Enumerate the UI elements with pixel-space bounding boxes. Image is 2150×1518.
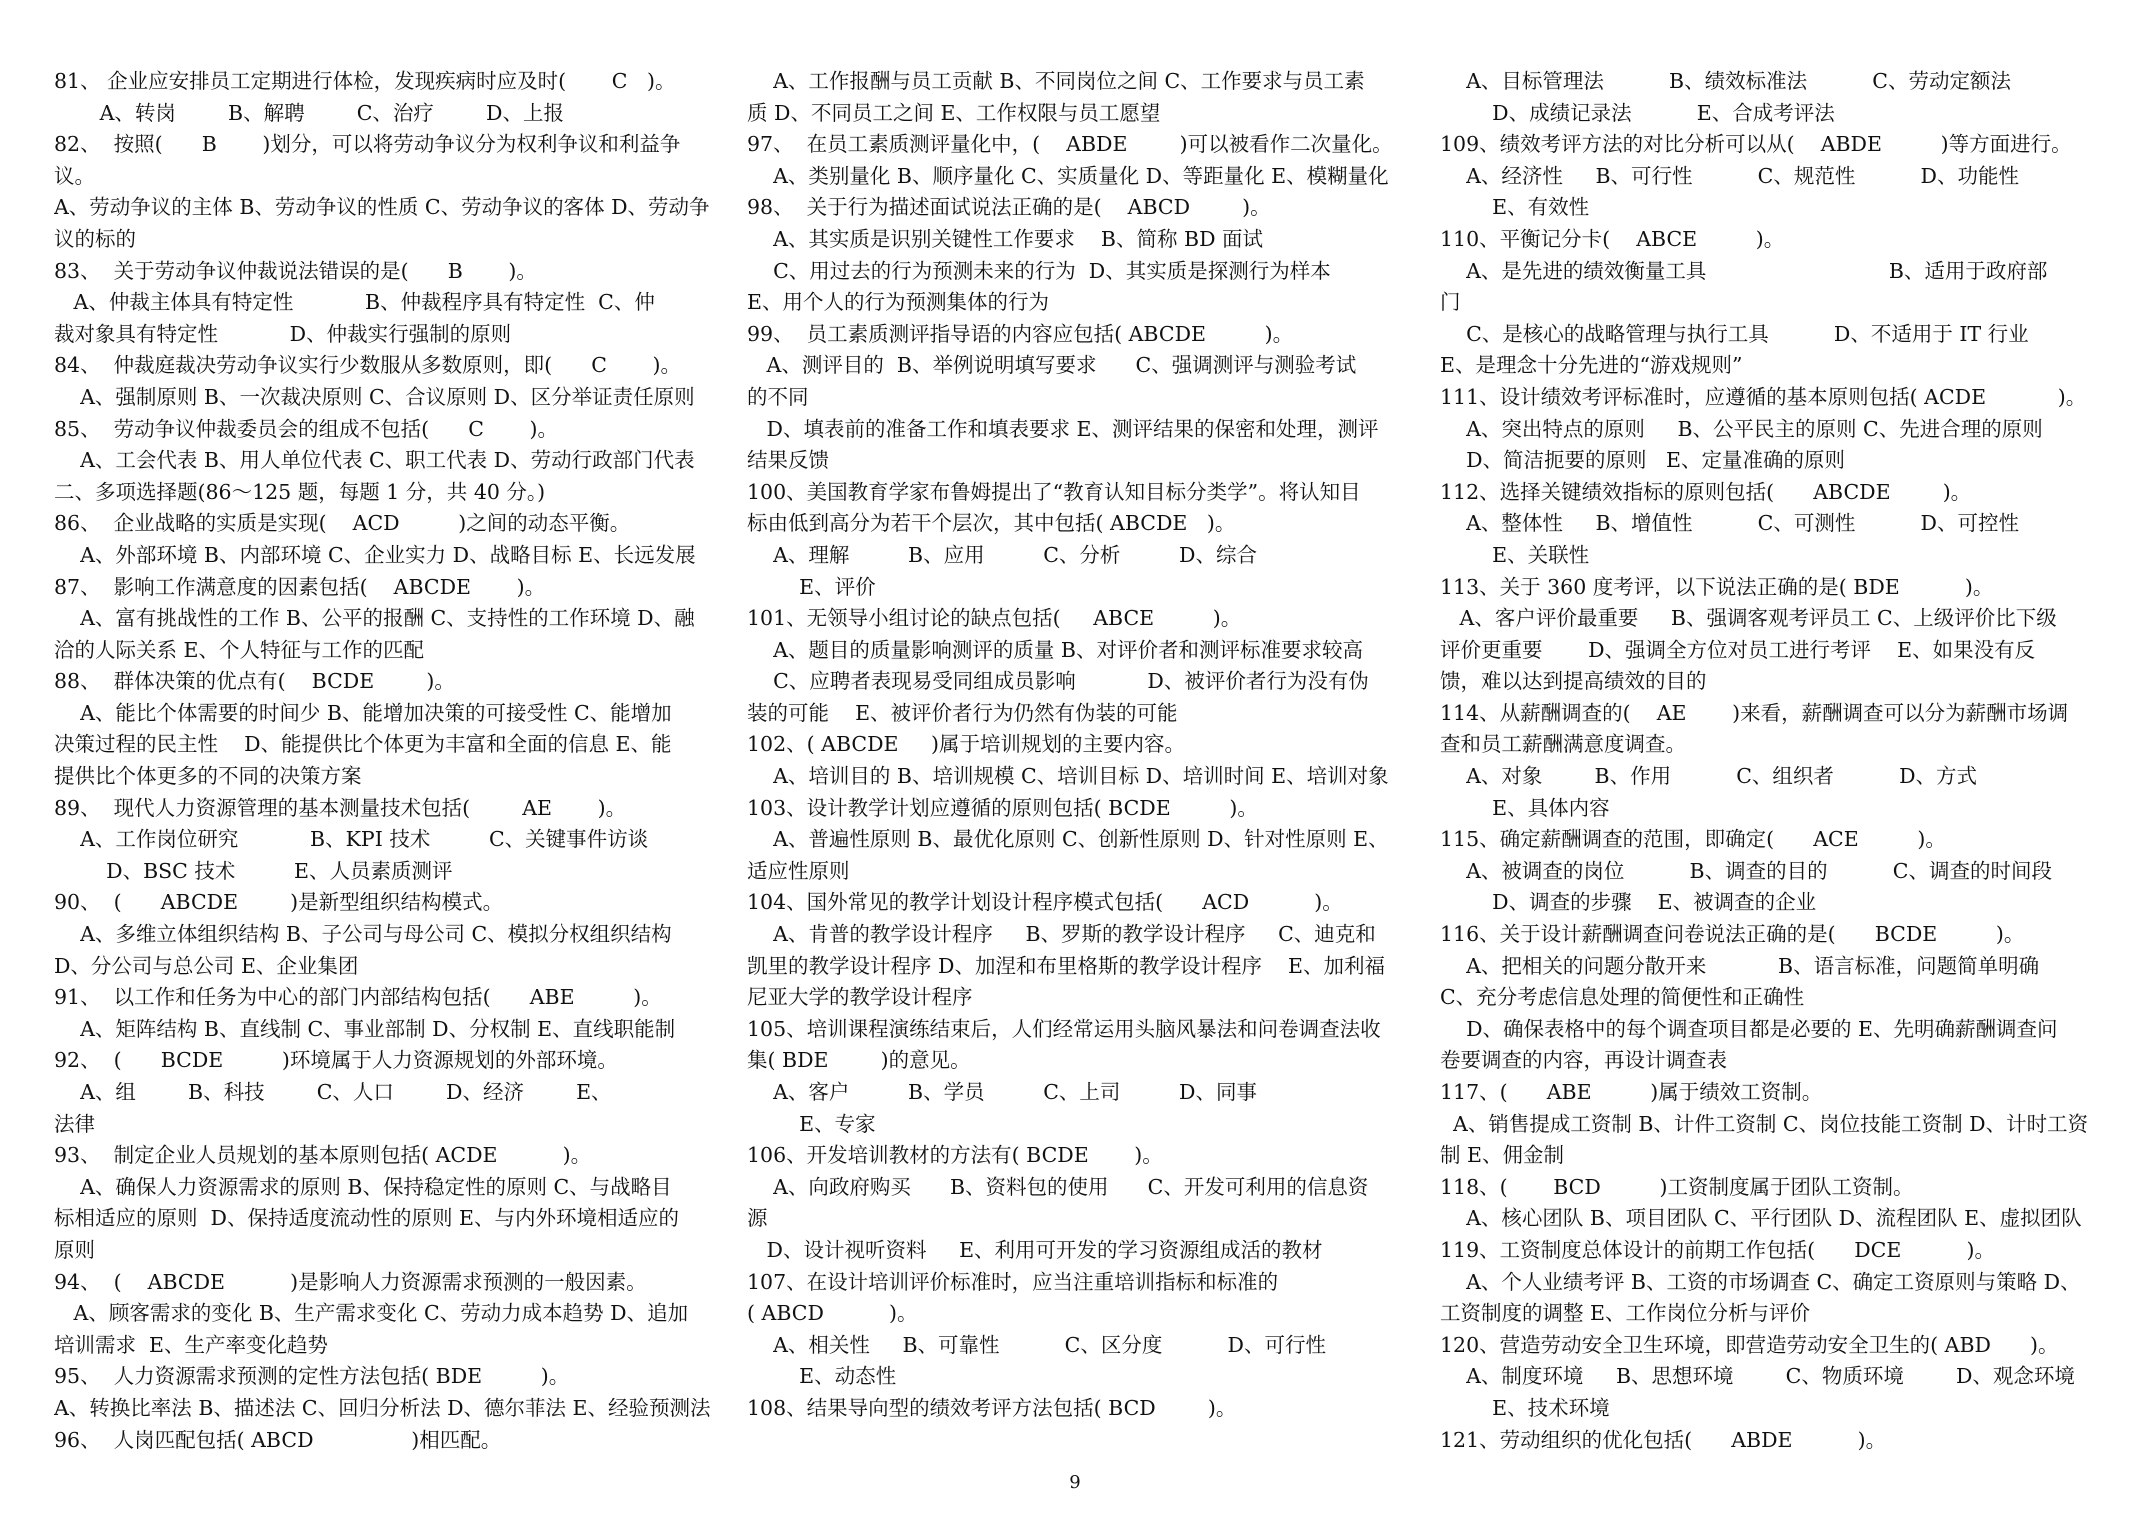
text-line: 102、( ABCDE )属于培训规划的主要内容。 — [747, 732, 1186, 757]
text-line: E、是理念十分先进的“游戏规则” — [1440, 353, 1743, 378]
text-line: A、普遍性原则 B、最优化原则 C、创新性原则 D、针对性原则 E、 — [747, 827, 1389, 852]
text-line: 原则 — [54, 1237, 95, 1262]
text-line: 110、平衡记分卡( ABCE )。 — [1440, 226, 1785, 251]
text-line: 适应性原则 — [747, 858, 850, 883]
text-line: E、评价 — [747, 574, 876, 599]
text-line: E、动态性 — [747, 1364, 897, 1389]
text-line: A、多维立体组织结构 B、子公司与母公司 C、模拟分权组织结构 — [54, 922, 672, 947]
text-line: 洽的人际关系 E、个人特征与工作的匹配 — [54, 637, 424, 662]
text-column-1 — [54, 66, 744, 1456]
text-line: 111、设计绩效考评标准时，应遵循的基本原则包括( ACDE )。 — [1440, 384, 2087, 409]
text-line: D、调查的步骤 E、被调查的企业 — [1440, 890, 1817, 915]
text-line: 113、关于 360 度考评，以下说法正确的是( BDE )。 — [1440, 574, 1994, 599]
text-line: 106、开发培训教材的方法有( BCDE )。 — [747, 1143, 1163, 1168]
text-line: 98、 关于行为描述面试说法正确的是( ABCD )。 — [747, 195, 1271, 220]
text-line: 凯里的教学设计程序 D、加涅和布里格斯的教学设计程序 E、加利福 — [747, 953, 1385, 978]
text-line: A、培训目的 B、培训规模 C、培训目标 D、培训时间 E、培训对象 — [747, 764, 1389, 789]
text-line: 112、选择关键绩效指标的原则包括( ABCDE )。 — [1440, 479, 1972, 504]
text-line: 标相适应的原则 D、保持适度流动性的原则 E、与内外环境相适应的 — [54, 1206, 679, 1231]
text-line: 质 D、不同员工之间 E、工作权限与员工愿望 — [747, 100, 1161, 125]
text-line: A、经济性 B、可行性 C、规范性 D、功能性 — [1440, 163, 2019, 188]
text-line: 尼亚大学的教学设计程序 — [747, 985, 973, 1010]
text-line: A、对象 B、作用 C、组织者 D、方式 — [1440, 764, 1978, 789]
text-line: 工资制度的调整 E、工作岗位分析与评价 — [1440, 1301, 1810, 1326]
text-line: 查和员工薪酬满意度调查。 — [1440, 732, 1686, 757]
text-line: 裁对象具有特定性 D、仲裁实行强制的原则 — [54, 321, 512, 346]
text-line: 99、 员工素质测评指导语的内容应包括( ABCDE )。 — [747, 321, 1294, 346]
text-line: 82、 按照( B )划分，可以将劳动争议分为权利争议和利益争 — [54, 132, 681, 157]
text-line: 96、 人岗匹配包括( ABCD )相匹配。 — [54, 1427, 502, 1452]
text-line: 107、在设计培训评价标准时，应当注重培训指标和标准的 — [747, 1269, 1279, 1294]
text-line: A、工会代表 B、用人单位代表 C、职工代表 D、劳动行政部门代表 — [54, 448, 695, 473]
text-line: A、外部环境 B、内部环境 C、企业实力 D、战略目标 E、长远发展 — [54, 542, 696, 567]
text-line: E、关联性 — [1440, 542, 1590, 567]
text-line: A、确保人力资源需求的原则 B、保持稳定性的原则 C、与战略目 — [54, 1174, 672, 1199]
text-line: 馈，难以达到提高绩效的目的 — [1440, 669, 1707, 694]
text-line: A、转换比率法 B、描述法 C、回归分析法 D、德尔菲法 E、经验预测法 — [54, 1395, 711, 1420]
text-line: 97、 在员工素质测评量化中，( ABDE )可以被看作二次量化。 — [747, 132, 1393, 157]
text-line: 集( BDE )的意见。 — [747, 1048, 971, 1073]
text-line: A、是先进的绩效衡量工具 B、适用于政府部 — [1440, 258, 2048, 283]
text-column-3 — [1440, 66, 2130, 1456]
text-line: 提供比个体更多的不同的决策方案 — [54, 764, 362, 789]
text-line: 93、 制定企业人员规划的基本原则包括( ACDE )。 — [54, 1143, 592, 1168]
text-line: 门 — [1440, 290, 1461, 315]
text-line: 92、 ( BCDE )环境属于人力资源规划的外部环境。 — [54, 1048, 618, 1073]
text-line: A、理解 B、应用 C、分析 D、综合 — [747, 542, 1257, 567]
text-line: 108、结果导向型的绩效考评方法包括( BCD )。 — [747, 1395, 1237, 1420]
text-line: A、肯普的教学设计程序 B、罗斯的教学设计程序 C、迪克和 — [747, 922, 1376, 947]
text-line: C、是核心的战略管理与执行工具 D、不适用于 IT 行业 — [1440, 321, 2029, 346]
text-line: E、具体内容 — [1440, 795, 1610, 820]
text-line: A、组 B、科技 C、人口 D、经济 E、 — [54, 1080, 612, 1104]
text-line: A、销售提成工资制 B、计件工资制 C、岗位技能工资制 D、计时工资 — [1440, 1111, 2089, 1136]
text-line: 116、关于设计薪酬调查问卷说法正确的是( BCDE )。 — [1440, 922, 2025, 947]
text-line: 85、 劳动争议仲裁委员会的组成不包括( C )。 — [54, 416, 559, 441]
text-line: C、充分考虑信息处理的简便性和正确性 — [1440, 985, 1805, 1010]
text-line: 源 — [747, 1206, 768, 1231]
text-line: A、仲裁主体具有特定性 B、仲裁程序具有特定性 C、仲 — [54, 290, 655, 315]
text-line: 104、国外常见的教学计划设计程序模式包括( ACD )。 — [747, 890, 1343, 915]
text-line: A、类别量化 B、顺序量化 C、实质量化 D、等距量化 E、模糊量化 — [747, 163, 1389, 188]
text-line: 90、 ( ABCDE )是新型组织结构模式。 — [54, 890, 504, 915]
text-line: 109、绩效考评方法的对比分析可以从( ABDE )等方面进行。 — [1440, 132, 2072, 157]
text-line: A、富有挑战性的工作 B、公平的报酬 C、支持性的工作环境 D、融 — [54, 606, 695, 631]
text-line: 89、 现代人力资源管理的基本测量技术包括( AE )。 — [54, 795, 627, 820]
text-line: A、把相关的问题分散开来 B、语言标准，问题简单明确 — [1440, 953, 2040, 978]
text-line: D、填表前的准备工作和填表要求 E、测评结果的保密和处理，测评 — [747, 416, 1379, 441]
text-line: A、目标管理法 B、绩效标准法 C、劳动定额法 — [1440, 69, 2011, 93]
text-column-2 — [747, 66, 1437, 1425]
text-line: A、工作岗位研究 B、KPI 技术 C、关键事件访谈 — [54, 827, 649, 852]
text-line: A、矩阵结构 B、直线制 C、事业部制 D、分权制 E、直线职能制 — [54, 1016, 676, 1041]
text-line: A、客户 B、学员 C、上司 D、同事 — [747, 1080, 1257, 1104]
text-line: A、能比个体需要的时间少 B、能增加决策的可接受性 C、能增加 — [54, 700, 672, 725]
text-line: 的不同 — [747, 384, 809, 409]
text-line: 培训需求 E、生产率变化趋势 — [54, 1332, 328, 1357]
text-line: 119、工资制度总体设计的前期工作包括( DCE )。 — [1440, 1237, 1995, 1262]
text-line: 议。 — [54, 163, 95, 188]
text-line: E、技术环境 — [1440, 1395, 1610, 1420]
text-line: 86、 企业战略的实质是实现( ACD )之间的动态平衡。 — [54, 511, 631, 536]
text-line: D、成绩记录法 E、合成考评法 — [1440, 100, 1835, 125]
text-line: 114、从薪酬调查的( AE )来看，薪酬调查可以分为薪酬市场调 — [1440, 700, 2069, 725]
text-line: A、强制原则 B、一次裁决原则 C、合议原则 D、区分举证责任原则 — [54, 384, 695, 409]
text-line: A、突出特点的原则 B、公平民主的原则 C、先进合理的原则 — [1440, 416, 2043, 441]
text-line: A、劳动争议的主体 B、劳动争议的性质 C、劳动争议的客体 D、劳动争 — [54, 195, 710, 220]
text-line: 决策过程的民主性 D、能提供比个体更为丰富和全面的信息 E、能 — [54, 732, 672, 757]
text-line: E、有效性 — [1440, 195, 1590, 220]
text-line: 议的标的 — [54, 226, 136, 251]
text-line: A、核心团队 B、项目团队 C、平行团队 D、流程团队 E、虚拟团队 — [1440, 1206, 2082, 1231]
text-line: 117、( ABE )属于绩效工资制。 — [1440, 1080, 1823, 1104]
text-line: C、应聘者表现易受同组成员影响 D、被评价者行为没有伪 — [747, 669, 1369, 694]
text-line: D、BSC 技术 E、人员素质测评 — [54, 858, 453, 883]
text-line: A、整体性 B、增值性 C、可测性 D、可控性 — [1440, 511, 2019, 536]
text-line: 法律 — [54, 1111, 95, 1136]
text-line: E、专家 — [747, 1111, 876, 1136]
text-line: 120、营造劳动安全卫生环境，即营造劳动安全卫生的( ABD )。 — [1440, 1332, 2059, 1357]
text-line: A、个人业绩考评 B、工资的市场调查 C、确定工资原则与策略 D、 — [1440, 1269, 2081, 1294]
text-line: C、用过去的行为预测未来的行为 D、其实质是探测行为样本 — [747, 258, 1331, 283]
text-line: 95、 人力资源需求预测的定性方法包括( BDE )。 — [54, 1364, 570, 1389]
text-line: 83、 关于劳动争议仲裁说法错误的是( B )。 — [54, 258, 537, 283]
text-line: 87、 影响工作满意度的因素包括( ABCDE )。 — [54, 574, 546, 599]
text-line: 装的可能 E、被评价者行为仍然有伪装的可能 — [747, 700, 1178, 725]
text-line: 105、培训课程演练结束后，人们经常运用头脑风暴法和问卷调查法收 — [747, 1016, 1381, 1041]
text-line: A、测评目的 B、举例说明填写要求 C、强调测评与测验考试 — [747, 353, 1357, 378]
text-line: A、工作报酬与员工贡献 B、不同岗位之间 C、工作要求与员工素 — [747, 69, 1365, 93]
text-line: 101、无领导小组讨论的缺点包括( ABCE )。 — [747, 606, 1242, 631]
text-line: 103、设计教学计划应遵循的原则包括( BCDE )。 — [747, 795, 1258, 820]
text-line: D、简洁扼要的原则 E、定量准确的原则 — [1440, 448, 1846, 473]
text-line: A、制度环境 B、思想环境 C、物质环境 D、观念环境 — [1440, 1364, 2075, 1389]
text-line: 81、 企业应安排员工定期进行体检，发现疾病时应及时( C )。 — [54, 69, 676, 93]
text-line: 91、 以工作和任务为中心的部门内部结构包括( ABE )。 — [54, 985, 662, 1010]
text-line: 标由低到高分为若干个层次，其中包括( ABCDE )。 — [747, 511, 1236, 536]
text-line: D、设计视听资料 E、利用可开发的学习资源组成活的教材 — [747, 1237, 1323, 1262]
text-line: A、被调查的岗位 B、调查的目的 C、调查的时间段 — [1440, 858, 2052, 883]
page-number: 9 — [1069, 1472, 1081, 1493]
text-line: A、其实质是识别关键性工作要求 B、简称 BD 面试 — [747, 226, 1264, 251]
text-line: D、分公司与总公司 E、企业集团 — [54, 953, 359, 978]
text-line: 84、 仲裁庭裁决劳动争议实行少数服从多数原则，即( C )。 — [54, 353, 682, 378]
text-line: 制 E、佣金制 — [1440, 1143, 1564, 1168]
text-line: 94、 ( ABCDE )是影响人力资源需求预测的一般因素。 — [54, 1269, 647, 1294]
text-line: A、向政府购买 B、资料包的使用 C、开发可利用的信息资 — [747, 1174, 1369, 1199]
text-line: A、顾客需求的变化 B、生产需求变化 C、劳动力成本趋势 D、追加 — [54, 1301, 689, 1326]
text-line: A、转岗 B、解聘 C、治疗 D、上报 — [54, 100, 564, 125]
text-line: A、题目的质量影响测评的质量 B、对评价者和测评标准要求较高 — [747, 637, 1363, 662]
text-line: 88、 群体决策的优点有( BCDE )。 — [54, 669, 455, 694]
text-line: 121、劳动组织的优化包括( ABDE )。 — [1440, 1427, 1887, 1452]
text-line: D、确保表格中的每个调查项目都是必要的 E、先明确薪酬调查问 — [1440, 1016, 2058, 1041]
text-line: 二、多项选择题(86～125 题，每题 1 分，共 40 分。) — [54, 479, 546, 504]
text-line: 115、确定薪酬调查的范围，即确定( ACE )。 — [1440, 827, 1946, 852]
text-line: 118、( BCD )工资制度属于团队工资制。 — [1440, 1174, 1914, 1199]
text-line: A、相关性 B、可靠性 C、区分度 D、可行性 — [747, 1332, 1326, 1357]
text-line: 100、美国教育学家布鲁姆提出了“教育认知目标分类学”。将认知目 — [747, 479, 1361, 504]
text-line: 结果反馈 — [747, 448, 829, 473]
text-line: A、客户评价最重要 B、强调客观考评员工 C、上级评价比下级 — [1440, 606, 2057, 631]
text-line: 卷要调查的内容，再设计调查表 — [1440, 1048, 1727, 1073]
text-line: ( ABCD )。 — [747, 1301, 918, 1326]
text-line: 评价更重要 D、强调全方位对员工进行考评 E、如果没有反 — [1440, 637, 2036, 662]
text-line: E、用个人的行为预测集体的行为 — [747, 290, 1049, 315]
